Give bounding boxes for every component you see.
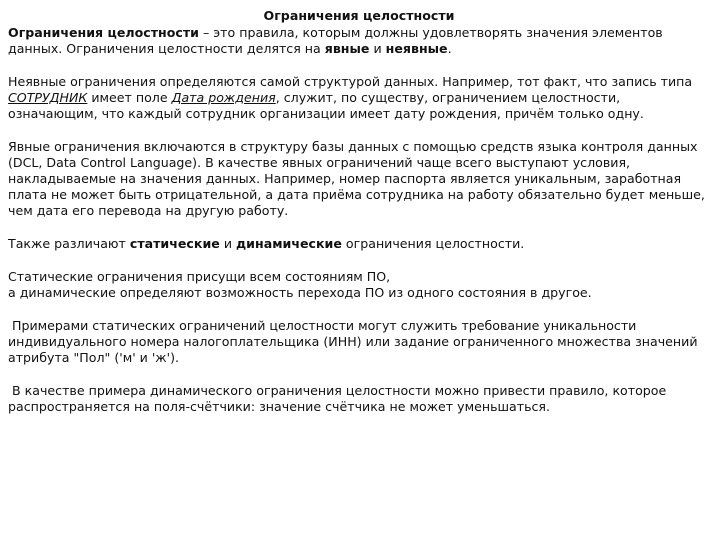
paragraph-definition [8,25,710,57]
sentence-end: . [447,41,452,56]
term-static: статические [129,236,220,251]
page-title: Ограничения целостности [263,8,455,23]
term-integrity-constraints: Ограничения целостности [8,25,199,40]
types-text-2: ограничения целостности. [341,236,525,251]
implicit-text-1: Неявные ограничения определяются самой структурой данных. Например, тот факт, что запись типа [8,74,693,89]
field-birth-date: Дата рождения [171,90,276,105]
paragraph-explicit: Явные ограничения включаются в структуру базы данных с помощью средств языка контроля данных (DCL, Data Control Language). В качестве явных ограничений чаще всего выступают условия, накладываемые на значения данных. Например, номер паспорта является уникальным, заработная плата не может быть отрицательной, а дата приёма сотрудника на работу обязательно будет меньше, чем дата его перевода на другую работу. [8,139,705,218]
entity-employee: СОТРУДНИК [8,90,88,105]
paragraph-implicit [8,74,710,122]
static-line: Статические ограничения присущи всем состояниям ПО, [8,269,391,284]
dynamic-line: а динамические определяют возможность перехода ПО из одного состояния в другое. [8,285,592,300]
paragraph-static-examples: Примерами статических ограничений целостности могут служить требование уникальности индивидуального номера налогоплательщика (ИНН) или задание ограниченного множества значений атрибута "Пол" ('м' и 'ж'). [8,318,698,365]
paragraph-static-dynamic [8,269,710,301]
types-text-1: Также различают [8,236,130,251]
term-dynamic: динамические [236,236,342,251]
types-conjunction: и [219,236,237,251]
paragraph-types [8,236,710,252]
paragraph-dynamic-example: В качестве примера динамического ограничения целостности можно привести правило, которое распространяется на поля-счётчики: значение счётчика не может уменьшаться. [8,383,667,414]
term-implicit: неявные [385,41,448,56]
implicit-text-2: имеет поле [87,90,172,105]
conjunction: и [369,41,386,56]
term-explicit: явные [324,41,370,56]
implicit-text-3: , служит, по существу, ограничением целостности, означающим, что каждый сотрудник организации имеет дату рождения, причём только одну. [8,90,644,121]
definition-text: – это правила, которым должны удовлетворять значения элементов данных. Ограничения целостности делятся на [8,25,663,56]
